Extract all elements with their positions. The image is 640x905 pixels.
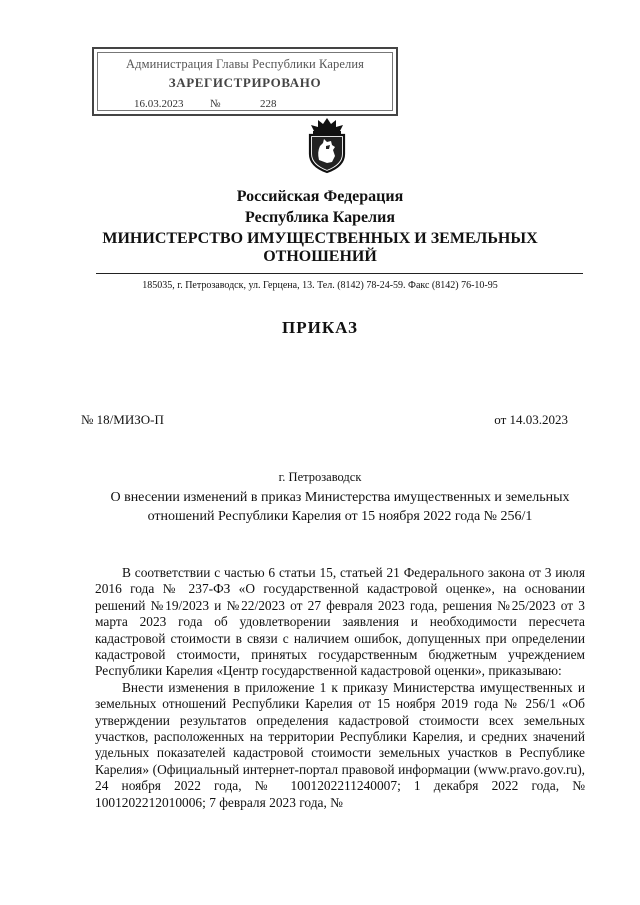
header-federation: Российская Федерация — [236, 188, 404, 205]
stamp-registration-line — [134, 98, 277, 110]
paragraph-item-1: Внести изменения в приложение 1 к приказу Министерства имущественных и земельных отношений Республики Карелия от 15 ноября 2019 года № 256/1 «Об утверждении результатов определения кадастровой стоимости всех земельных участков, расположенных на территории Республики Карелия, и средних значений удельных показателей кадастровой стоимости земельных участков в Республике Карелия» (Официальный интернет-портал правовой информации (www.pravo.gov.ru), 24 ноября 2022 года, № 1001202211240007; 1 декабря 2022 года, № 1001202212010006; 7 февраля 2023 года, № — [95, 679, 585, 810]
stamp-date: 16.03.2023 — [134, 98, 184, 110]
stamp-registered: ЗАРЕГИСТРИРОВАНО — [168, 75, 322, 90]
stamp-number: 228 — [260, 98, 277, 110]
header-ministry-line1: МИНИСТЕРСТВО ИМУЩЕСТВЕННЫХ И ЗЕМЕЛЬНЫХ — [102, 230, 538, 247]
paragraph-preamble: В соответствии с частью 6 статьи 15, статьей 21 Федерального закона от 3 июля 2016 года № 237-ФЗ «О государственной кадастровой оценке», на основании решений №19/2023 и №22/2023 от 27 февраля 2023 года, решения №25/2023 от 3 марта 2023 года об удовлетворении заявления и необходимости пересчета кадастровой стоимости в связи с наличием ошибок, допущенных при определении кадастровой стоимости, принятых государственным бюджетным учреждением Республики Карелия «Центр государственной кадастровой оценки», приказываю: — [95, 565, 585, 679]
stamp-authority: Администрация Главы Республики Карелия — [126, 57, 364, 71]
ministry-address: 185035, г. Петрозаводск, ул. Герцена, 13. Тел. (8142) 78-24-59. Факс (8142) 76-10-95 — [142, 280, 498, 291]
header-republic: Республика Карелия — [245, 209, 395, 226]
order-city: г. Петрозаводск — [278, 470, 362, 484]
order-date: от 14.03.2023 — [494, 412, 568, 427]
header-ministry-line2: ОТНОШЕНИЙ — [263, 248, 377, 265]
stamp-number-label: № — [210, 98, 221, 110]
registration-stamp — [92, 47, 398, 116]
header-divider — [96, 273, 583, 274]
order-title: О внесении изменений в приказ Министерства имущественных и земельных отношений Республики Карелия от 15 ноября 2022 года № 256/1 — [110, 490, 570, 524]
document-type: ПРИКАЗ — [282, 318, 358, 337]
order-body — [95, 565, 585, 811]
order-number: № 18/МИЗО-П — [81, 412, 164, 427]
karelia-coat-of-arms-icon — [305, 116, 349, 174]
